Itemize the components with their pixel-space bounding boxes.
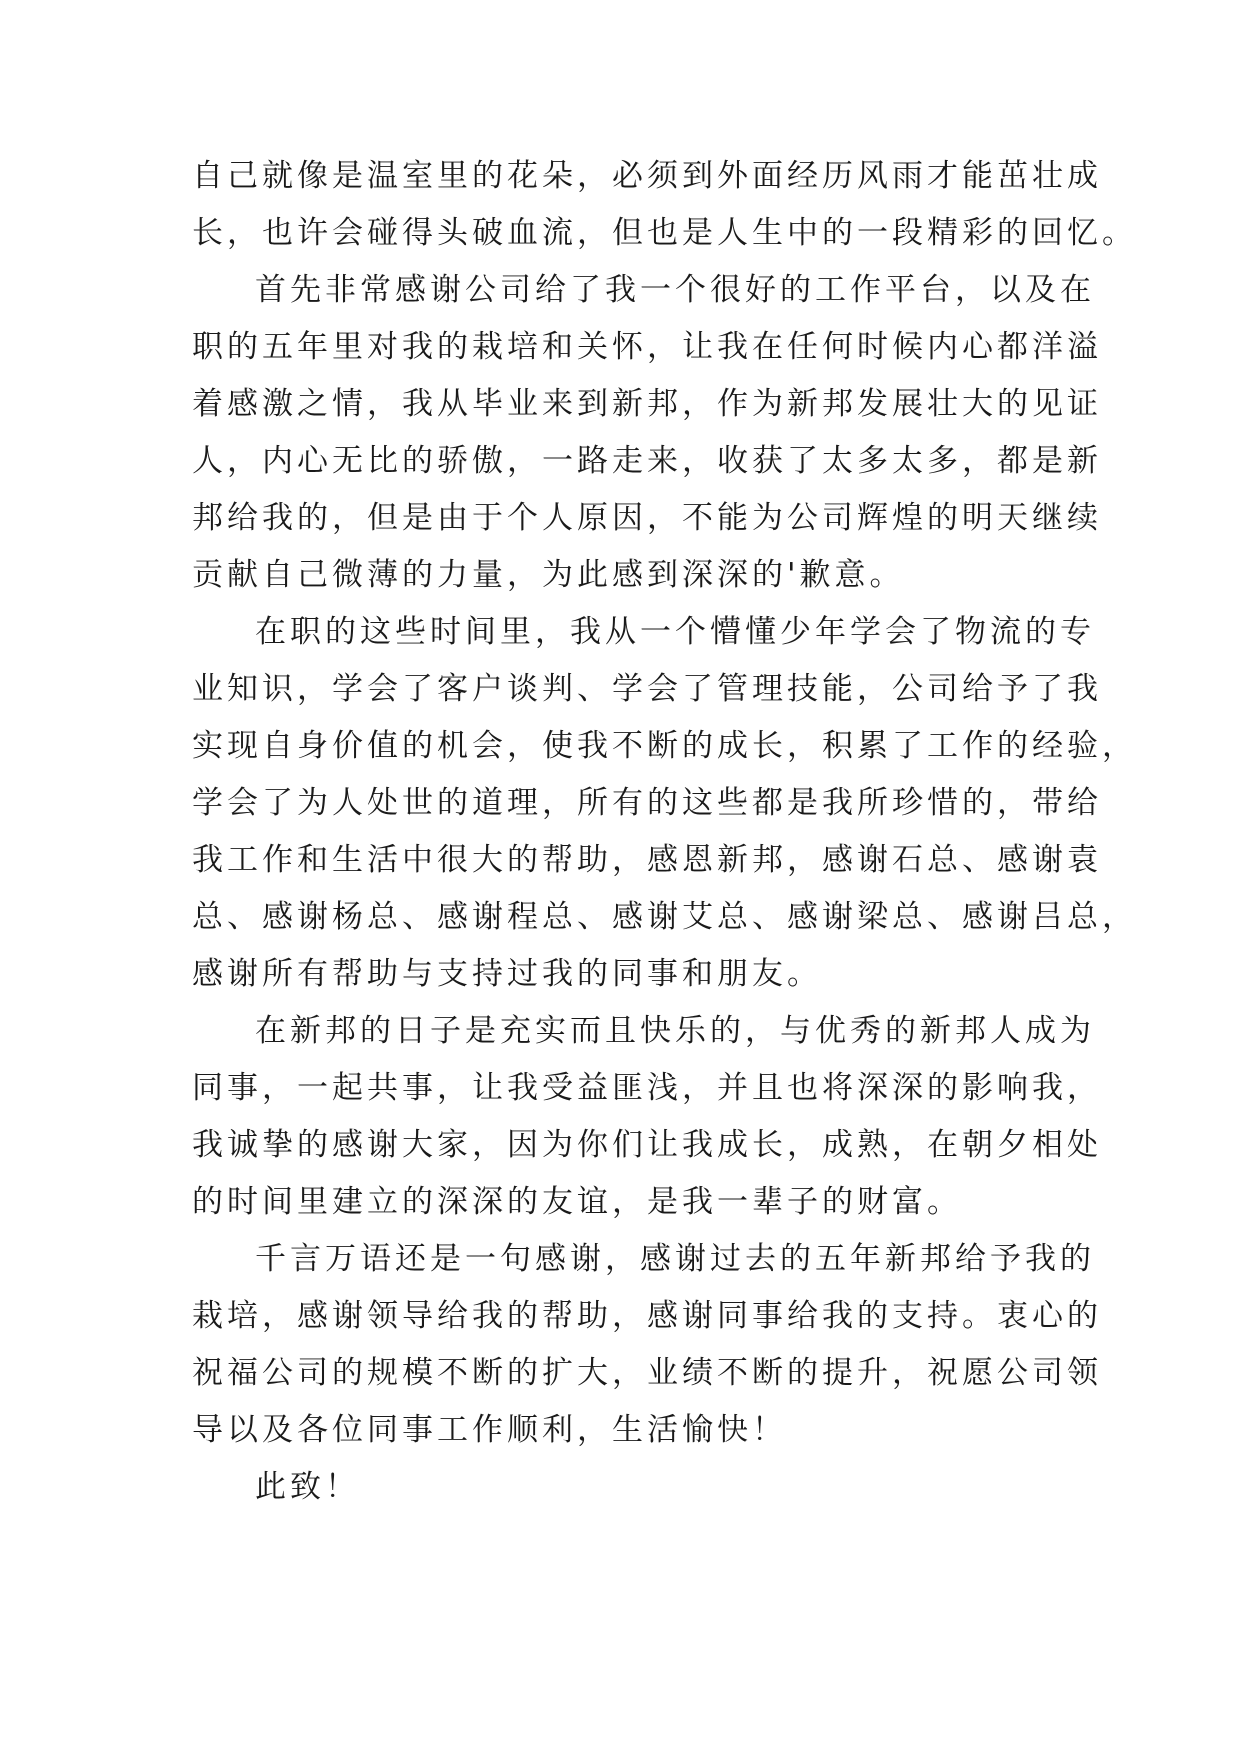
text-line: 贡献自己微薄的力量，为此感到深深的'歉意。 xyxy=(192,557,905,593)
text-line: 职的五年里对我的栽培和关怀，让我在任何时候内心都洋溢 xyxy=(192,329,1102,365)
text-line: 人，内心无比的骄傲，一路走来，收获了太多太多，都是新 xyxy=(192,443,1102,479)
text-line: 学会了为人处世的道理，所有的这些都是我所珍惜的，带给 xyxy=(192,785,1102,821)
text-line: 导以及各位同事工作顺利，生活愉快！ xyxy=(192,1412,787,1448)
text-line: 同事，一起共事，让我受益匪浅，并且也将深深的影响我， xyxy=(192,1070,1102,1106)
paragraph-start-line: 千言万语还是一句感谢，感谢过去的五年新邦给予我的 xyxy=(255,1241,1095,1277)
paragraph-start-line: 首先非常感谢公司给了我一个很好的工作平台，以及在 xyxy=(255,272,1095,308)
text-line: 自己就像是温室里的花朵，必须到外面经历风雨才能茁壮成 xyxy=(192,158,1102,194)
text-line: 业知识，学会了客户谈判、学会了管理技能，公司给予了我 xyxy=(192,671,1102,707)
paragraph-start-line: 在职的这些时间里，我从一个懵懂少年学会了物流的专 xyxy=(255,614,1095,650)
letter-body xyxy=(192,148,1137,1516)
text-line: 总、感谢杨总、感谢程总、感谢艾总、感谢梁总、感谢吕总， xyxy=(192,899,1137,935)
text-line: 我工作和生活中很大的帮助，感恩新邦，感谢石总、感谢袁 xyxy=(192,842,1102,878)
text-line: 长，也许会碰得头破血流，但也是人生中的一段精彩的回忆。 xyxy=(192,215,1137,251)
text-line: 的时间里建立的深深的友谊，是我一辈子的财富。 xyxy=(192,1184,962,1220)
text-line: 着感激之情，我从毕业来到新邦，作为新邦发展壮大的见证 xyxy=(192,386,1102,422)
paragraph-start-line: 在新邦的日子是充实而且快乐的，与优秀的新邦人成为 xyxy=(255,1013,1095,1049)
text-line: 感谢所有帮助与支持过我的同事和朋友。 xyxy=(192,956,822,992)
text-line: 栽培，感谢领导给我的帮助，感谢同事给我的支持。衷心的 xyxy=(192,1298,1102,1334)
text-line: 我诚挚的感谢大家，因为你们让我成长，成熟，在朝夕相处 xyxy=(192,1127,1102,1163)
text-line: 实现自身价值的机会，使我不断的成长，积累了工作的经验， xyxy=(192,728,1137,764)
text-line: 祝福公司的规模不断的扩大，业绩不断的提升，祝愿公司领 xyxy=(192,1355,1102,1391)
text-line: 邦给我的，但是由于个人原因，不能为公司辉煌的明天继续 xyxy=(192,500,1102,536)
closing-line: 此致！ xyxy=(255,1469,360,1505)
